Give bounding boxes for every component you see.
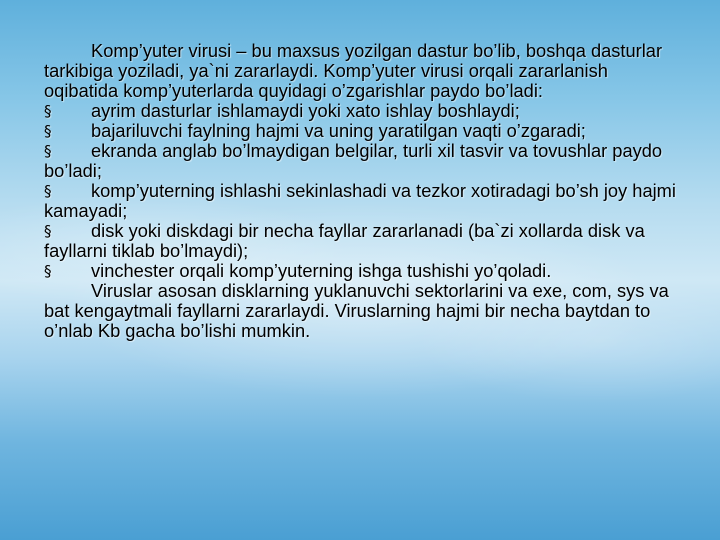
bullet-text: ekranda anglab bo’lmaydigan belgilar, turli xil tasvir va tovushlar paydo bo’ladi; (44, 140, 663, 181)
bullet-text: komp’yuterning ishlashi sekinlashadi va tezkor xotiradagi bo’sh joy hajmi kamayadi; (44, 180, 676, 221)
bullet-icon: § (44, 102, 52, 120)
bullet-text: bajariluvchi faylning hajmi va uning yaratilgan vaqti o’zgaradi; (91, 120, 586, 141)
bullet-icon: § (44, 182, 52, 200)
bullet-icon: § (44, 122, 52, 140)
bullet-item (44, 221, 680, 261)
bullet-text: vinchester orqali komp’yuterning ishga tushishi yo’qoladi. (91, 260, 552, 281)
intro-paragraph: Komp’yuter virusi – bu maxsus yozilgan dastur bo’lib, boshqa dasturlar tarkibiga yoziladi, ya`ni zararlaydi. Komp’yuter virusi orqali zararlanish oqibatida komp’yuterlarda quyidagi o’zgarishlar paydo bo’ladi: (44, 40, 663, 101)
bullet-icon: § (44, 262, 52, 280)
bullet-text: disk yoki diskdagi bir necha fayllar zararlanadi (ba`zi xollarda disk va fayllarni tiklab bo’lmaydi); (44, 220, 645, 261)
closing-paragraph: Viruslar asosan disklarning yuklanuvchi sektorlarini va exe, com, sys va bat kengaytmali fayllarni zararlaydi. Viruslarning hajmi bir necha baytdan to o’nlab Kb gacha bo’lishi mumkin. (44, 280, 669, 341)
slide-text-body (44, 41, 680, 341)
bullet-item (44, 121, 680, 141)
bullet-icon: § (44, 222, 52, 240)
bullet-icon: § (44, 142, 52, 160)
bullet-item (44, 101, 680, 121)
bullet-item (44, 141, 680, 181)
bullet-item (44, 181, 680, 221)
bullet-text: ayrim dasturlar ishlamaydi yoki xato ishlay boshlaydi; (91, 100, 520, 121)
bullet-item (44, 261, 680, 281)
